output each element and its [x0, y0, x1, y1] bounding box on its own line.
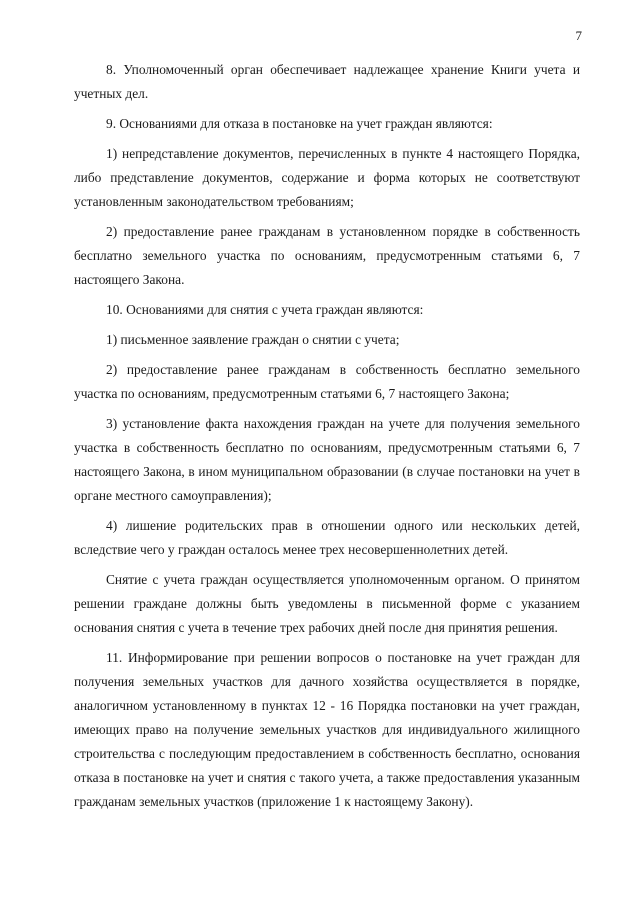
paragraph-9: 9. Основаниями для отказа в постановке на учет граждан являются: [106, 116, 493, 131]
paragraph-10: 10. Основаниями для снятия с учета граждан являются: [106, 302, 424, 317]
paragraph-10-item-4: 4) лишение родительских прав в отношении одного или нескольких детей, вследствие чего у граждан осталось менее трех несовершеннолетних детей. [74, 518, 580, 557]
page-number: 7 [575, 28, 582, 43]
document-body [74, 58, 580, 820]
paragraph-10-item-2: 2) предоставление ранее гражданам в собственность бесплатно земельного участка по основаниям, предусмотренным статьями 6, 7 настоящего Закона; [74, 362, 580, 401]
paragraph-8: 8. Уполномоченный орган обеспечивает надлежащее хранение Книги учета и учетных дел. [74, 62, 580, 101]
paragraph-9-item-1: 1) непредставление документов, перечисленных в пункте 4 настоящего Порядка, либо представление документов, содержание и форма которых не соответствуют установленным законодательством требованиям; [74, 146, 580, 209]
paragraph-9-item-2: 2) предоставление ранее гражданам в установленном порядке в собственность бесплатно земельного участка по основаниям, предусмотренным статьями 6, 7 настоящего Закона. [74, 224, 580, 287]
paragraph-10-item-3: 3) установление факта нахождения граждан на учете для получения земельного участка в собственность бесплатно по основаниям, предусмотренным статьями 6, 7 настоящего Закона, в ином муниципальном образовании (в случае постановки на учет в органе местного самоуправления); [74, 416, 580, 503]
paragraph-10-item-1: 1) письменное заявление граждан о снятии с учета; [106, 332, 400, 347]
paragraph-removal-notice: Снятие с учета граждан осуществляется уполномоченным органом. О принятом решении граждане должны быть уведомлены в письменной форме с указанием основания снятия с учета в течение трех рабочих дней после дня принятия решения. [74, 572, 580, 635]
paragraph-11: 11. Информирование при решении вопросов о постановке на учет граждан для получения земельных участков для дачного хозяйства осуществляется в порядке, аналогичном установленному в пунктах 12 - 16 Порядка постановки на учет граждан, имеющих право на получение земельных участков для индивидуального жилищного строительства с последующим предоставлением в собственность бесплатно, основания отказа в постановке на учет и снятия с такого учета, а также предоставления указанным гражданам земельных участков (приложение 1 к настоящему Закону). [74, 650, 580, 809]
